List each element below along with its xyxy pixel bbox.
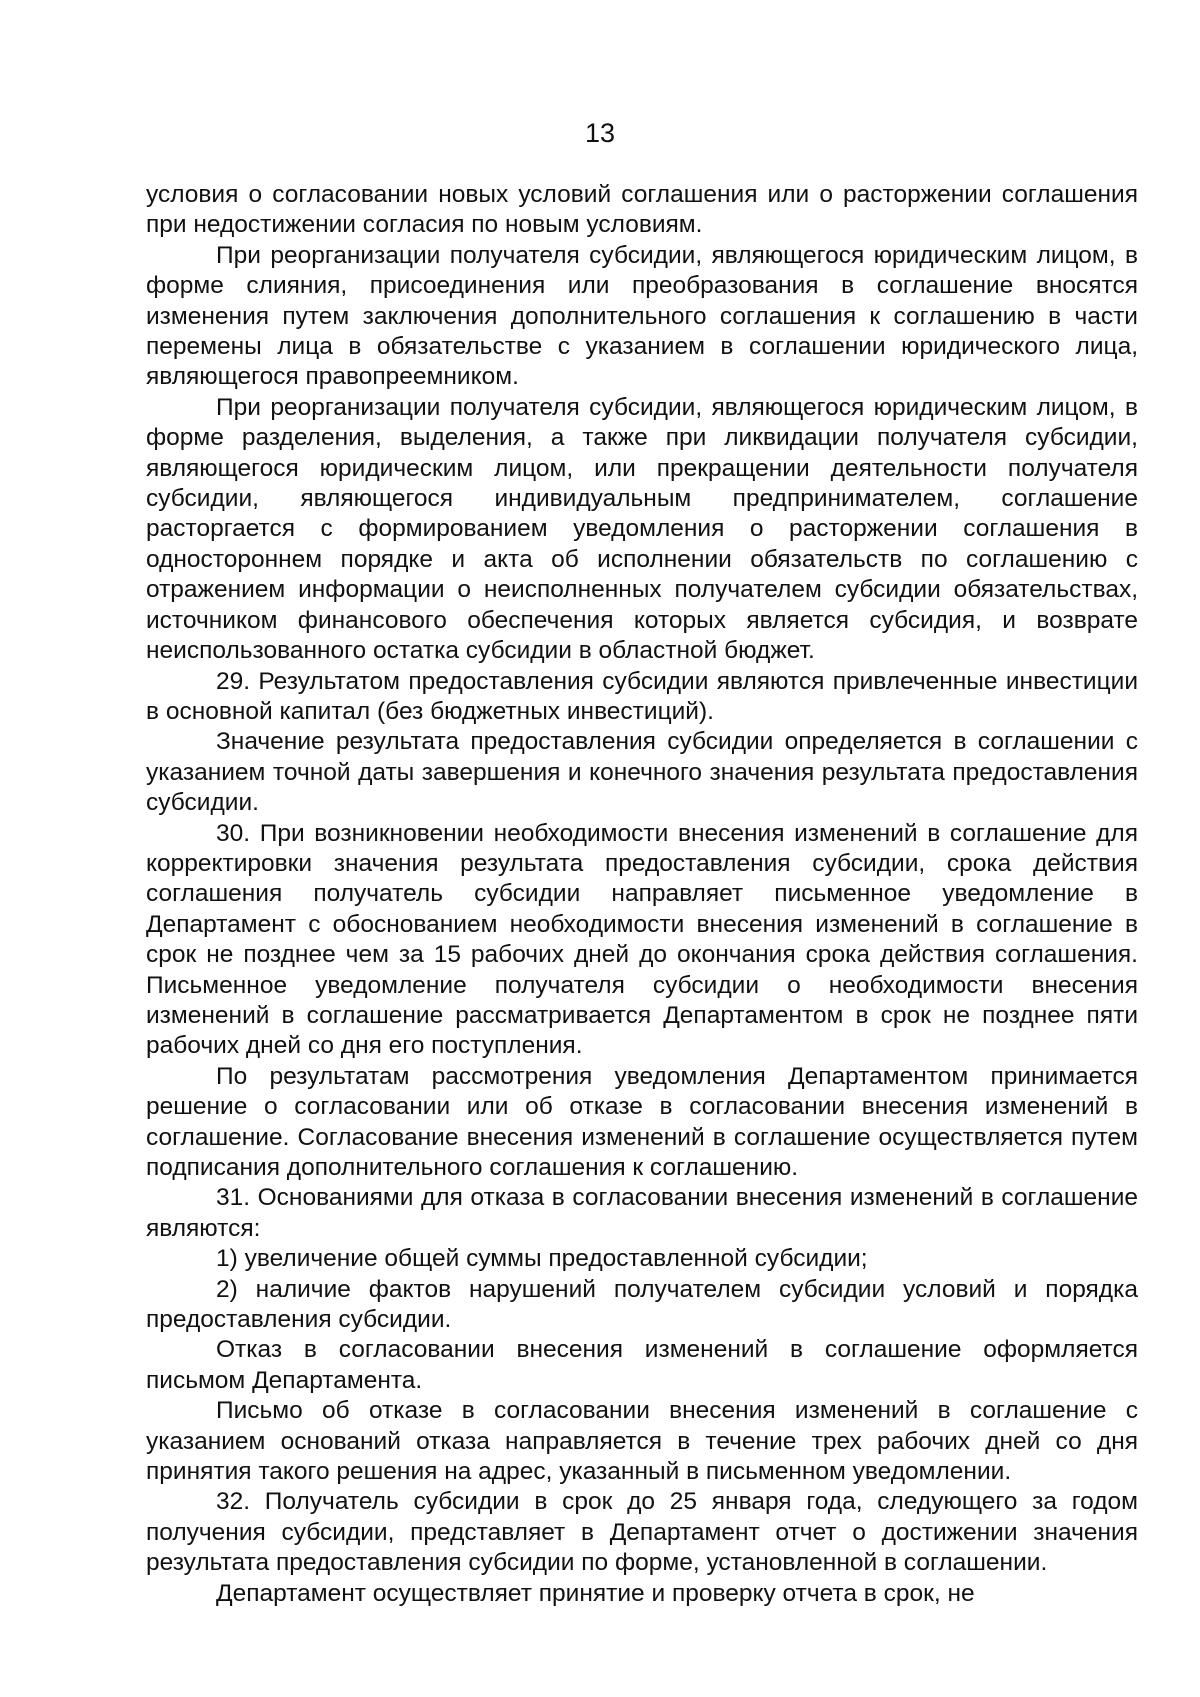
paragraph-11: Отказ в согласовании внесения изменений в соглашение оформляется письмом Департамента. bbox=[146, 1336, 1138, 1394]
paragraph-9: 1) увеличение общей суммы предоставленной субсидии; bbox=[216, 1245, 868, 1273]
paragraph-4: 29. Результатом предоставления субсидии являются привлеченные инвестиции в основной капитал (без бюджетных инвестиций). bbox=[146, 667, 1138, 725]
paragraph-7: По результатам рассмотрения уведомления Департаментом принимается решение о согласовании или об отказе в согласовании внесения изменений в соглашение. Согласование внесения изменений в соглашение осуществляется путем подписания дополнительного соглашения к соглашению. bbox=[146, 1062, 1138, 1181]
document-body bbox=[146, 180, 1138, 1609]
paragraph-8: 31. Основаниями для отказа в согласовании внесения изменений в соглашение являются: bbox=[146, 1184, 1138, 1242]
paragraph-3: При реорганизации получателя субсидии, являющегося юридическим лицом, в форме разделения, выделения, а также при ликвидации получателя субсидии, являющегося юридическим лицом, или прекращении деятельности получателя субсидии, являющегося индивидуальным предпринимателем, соглашение расторгается с формированием уведомления о расторжении соглашения в одностороннем порядке и акта об исполнении обязательств по соглашению с отражением информации о неисполненных получателем субсидии обязательствах, источником финансового обеспечения которых является субсидия, и возврате неиспользованного остатка субсидии в областной бюджет. bbox=[146, 393, 1138, 665]
page-number: 13 bbox=[584, 118, 616, 148]
paragraph-13: 32. Получатель субсидии в срок до 25 января года, следующего за годом получения субсидии, представляет в Департамент отчет о достижении значения результата предоставления субсидии по форме, установленной в соглашении. bbox=[146, 1488, 1138, 1577]
paragraph-1: условия о согласовании новых условий соглашения или о расторжении соглашения при недостижении согласия по новым условиям. bbox=[146, 181, 1138, 239]
paragraph-10: 2) наличие фактов нарушений получателем субсидии условий и порядка предоставления субсидии. bbox=[146, 1275, 1138, 1334]
paragraph-2: При реорганизации получателя субсидии, являющегося юридическим лицом, в форме слияния, присоединения или преобразования в соглашение вносятся изменения путем заключения дополнительного соглашения к соглашению в части перемены лица в обязательстве с указанием в соглашении юридического лица, являющегося правопреемником. bbox=[146, 241, 1138, 391]
paragraph-5: Значение результата предоставления субсидии определяется в соглашении с указанием точной даты завершения и конечного значения результата предоставления субсидии. bbox=[146, 728, 1138, 817]
paragraph-6: 30. При возникновении необходимости внесения изменений в соглашение для корректировки значения результата предоставления субсидии, срока действия соглашения получатель субсидии направляет письменное уведомление в Департамент с обоснованием необходимости внесения изменений в соглашение в срок не позднее чем за 15 рабочих дней до окончания срока действия соглашения. Письменное уведомление получателя субсидии о необходимости внесения изменений в соглашение рассматривается Департаментом в срок не позднее пяти рабочих дней со дня его поступления. bbox=[146, 819, 1138, 1060]
paragraph-12: Письмо об отказе в согласовании внесения изменений в соглашение с указанием оснований отказа направляется в течение трех рабочих дней со дня принятия такого решения на адрес, указанный в письменном уведомлении. bbox=[146, 1397, 1138, 1486]
paragraph-14: Департамент осуществляет принятие и проверку отчета в срок, не bbox=[216, 1579, 975, 1607]
